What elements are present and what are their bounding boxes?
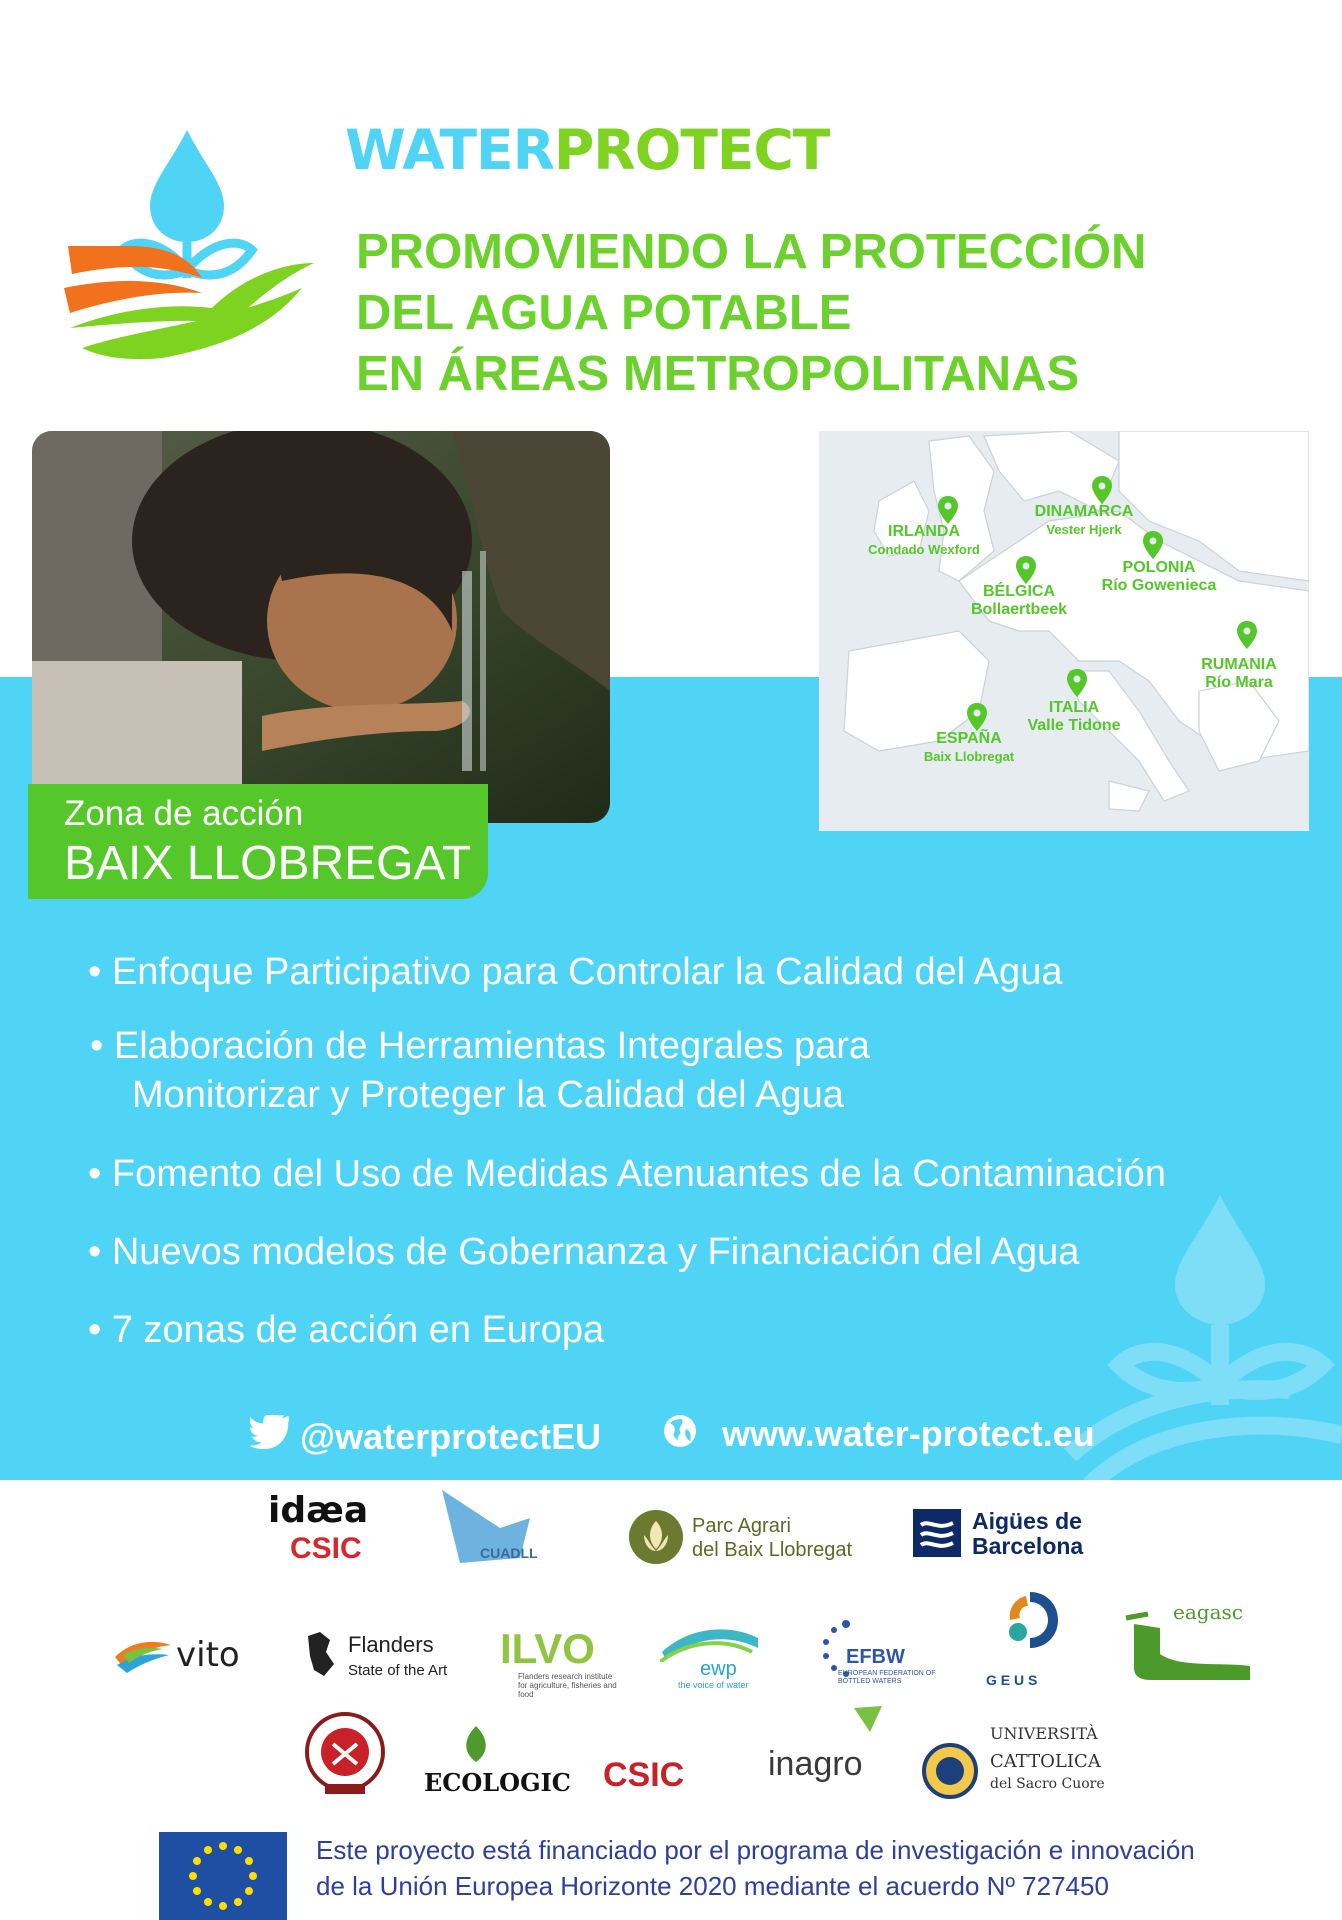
child-drinking-photo xyxy=(32,431,610,823)
twitter-icon xyxy=(250,1415,290,1449)
bullet-item: • Fomento del Uso de Medidas Atenuantes de la Contaminación xyxy=(88,1153,1166,1195)
map-pin-icon xyxy=(1092,476,1112,504)
globe-icon xyxy=(662,1413,698,1449)
cattolica-seal xyxy=(922,1743,978,1799)
ilvo-subtitle: Flanders research institute for agriculture, fisheries and food xyxy=(518,1672,617,1699)
parc-agrari-text: Parc Agrari del Baix Llobregat xyxy=(692,1515,853,1561)
bullet-item: • Elaboración de Herramientas Integrales para xyxy=(90,1025,871,1067)
parc-agrari-icon xyxy=(628,1509,684,1565)
pin-label-irlanda: IRLANDA Condado Wexford xyxy=(868,523,980,557)
aigues-barcelona-text: Aigües de Barcelona xyxy=(972,1508,1084,1559)
pin-label-italia: ITALIA Valle Tidone xyxy=(1027,699,1121,734)
pin-label-polonia: POLONIA Río Gowenieca xyxy=(1101,559,1217,594)
ilvo-text: ILVO xyxy=(500,1625,595,1672)
map-pin-icon xyxy=(1016,556,1036,584)
ecologic-leaf-icon xyxy=(456,1724,496,1764)
zone-name: BAIX LLOBREGAT xyxy=(64,837,472,890)
brand-wordmark xyxy=(345,118,829,182)
flanders-lion-icon xyxy=(300,1630,340,1680)
geus-icon xyxy=(996,1588,1062,1662)
polish-geological-institute-seal xyxy=(305,1704,385,1804)
efbw-text: EFBW xyxy=(846,1646,905,1668)
geus-text: G E U S xyxy=(986,1672,1038,1688)
vito-text: vito xyxy=(176,1635,240,1675)
pin-label-belgica: BÉLGICA Bollaertbeek xyxy=(970,583,1068,618)
ewp-wave-icon xyxy=(660,1622,760,1662)
ewp-subtitle: the voice of water xyxy=(678,1680,749,1690)
bullet-item-continuation: Monitorizar y Proteger la Calidad del Agua xyxy=(132,1074,844,1116)
brand-water: WATER xyxy=(345,118,554,182)
teagasc-text: eagasc xyxy=(1173,1600,1243,1624)
pin-label-rumania: RUMANIA Río Mara xyxy=(1201,656,1277,691)
headline-line-2: DEL AGUA POTABLE xyxy=(356,286,852,340)
eu-flag-icon xyxy=(159,1832,287,1920)
funding-statement: Este proyecto está financiado por el programa de investigación e innovación de la Unión Europea Horizonte 2020 mediante el acuerdo Nº 727450 xyxy=(316,1835,1195,1901)
ewp-text: ewp xyxy=(700,1658,737,1680)
csic-text: CSIC xyxy=(603,1756,685,1794)
headline-line-1: PROMOVIENDO LA PROTECCIÓN xyxy=(356,225,1147,279)
cattolica-text: UNIVERSITÀ CATTOLICA del Sacro Cuore xyxy=(990,1724,1105,1792)
europe-map xyxy=(819,431,1309,831)
map-pin-icon xyxy=(1237,621,1257,649)
ecologic-text: ECOLOGIC xyxy=(424,1768,571,1797)
pin-label-espana: ESPAÑA Baix Llobregat xyxy=(923,730,1015,764)
zone-banner xyxy=(28,784,488,899)
bullet-item: • Nuevos modelos de Gobernanza y Financiación del Agua xyxy=(88,1231,1080,1273)
flanders-text: Flanders State of the Art xyxy=(348,1632,448,1679)
bullet-item: • Enfoque Participativo para Controlar la Calidad del Agua xyxy=(88,951,1063,993)
twitter-handle[interactable]: @waterprotectEU xyxy=(300,1416,602,1457)
map-pin-icon xyxy=(1067,669,1087,697)
cuadll-logo xyxy=(440,1488,560,1578)
inagro-leaf-icon xyxy=(852,1704,884,1734)
inagro-text: inagro xyxy=(768,1745,863,1783)
vito-icon xyxy=(113,1637,173,1673)
map-pin-icon xyxy=(967,703,987,731)
headline xyxy=(356,222,1146,405)
map-pin-icon xyxy=(938,496,958,524)
pin-label-dinamarca: DINAMARCA Vester Hjerk xyxy=(1034,503,1134,537)
aigues-barcelona-icon xyxy=(913,1509,961,1557)
waterprotect-logo-icon xyxy=(62,128,322,368)
headline-line-3: EN ÁREAS METROPOLITANAS xyxy=(356,347,1080,401)
website-link[interactable]: www.water-protect.eu xyxy=(722,1413,1095,1454)
zone-label: Zona de acción xyxy=(64,794,304,833)
bullet-item: • 7 zonas de acción en Europa xyxy=(88,1309,605,1351)
efbw-subtitle: EUROPEAN FEDERATION OF BOTTLED WATERS xyxy=(838,1670,936,1685)
cuadll-text: CUADLL xyxy=(480,1545,538,1561)
logo-watermark xyxy=(1060,1185,1342,1480)
brand-protect: PROTECT xyxy=(553,118,830,182)
